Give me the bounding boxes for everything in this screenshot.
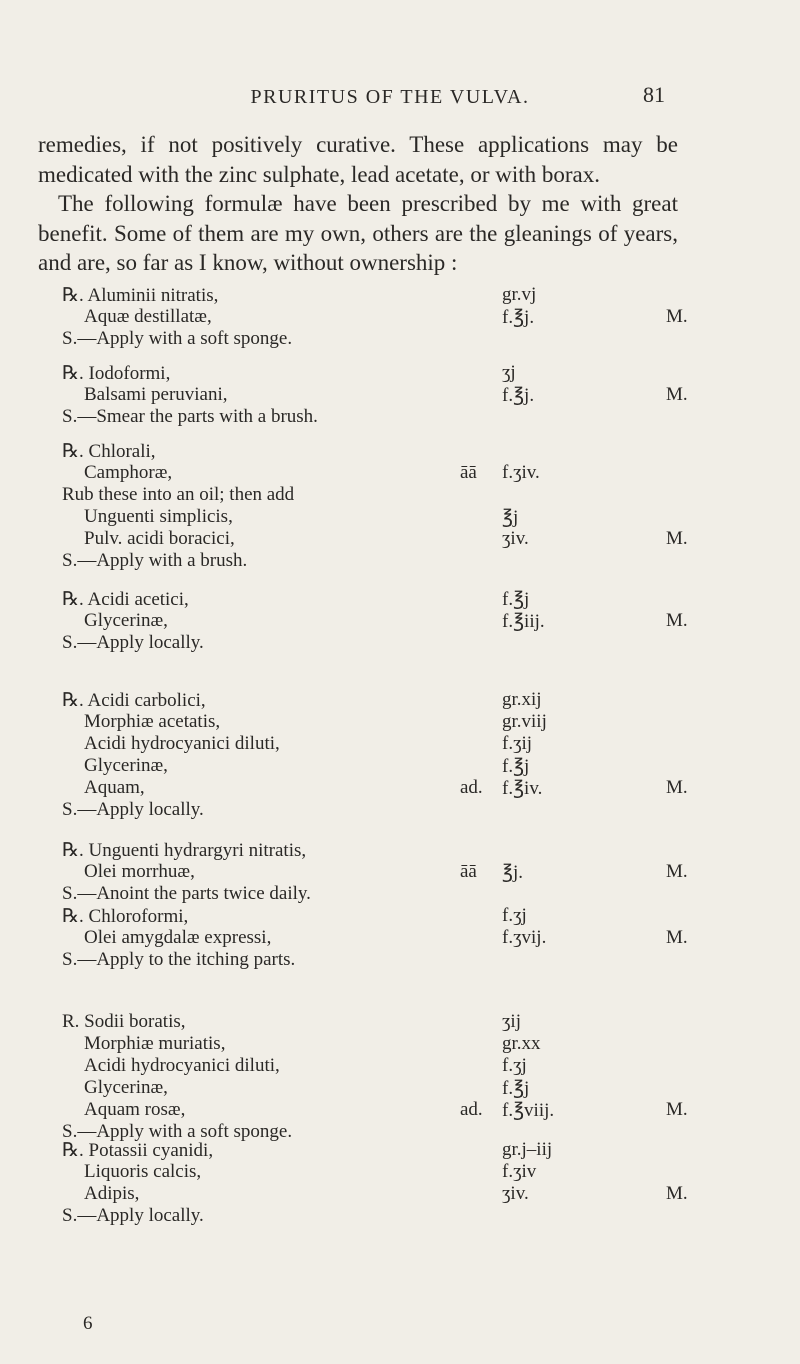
quantity: gr.viij	[502, 711, 547, 732]
ingredient: Camphoræ,	[84, 462, 173, 483]
quantity: f.℥iij.	[502, 611, 545, 632]
ingredient: ℞. Chloroformi,	[62, 906, 189, 927]
ingredient: Liquoris calcis,	[84, 1161, 202, 1182]
prescription-line	[0, 777, 800, 799]
quantity: f.ʒj	[502, 905, 527, 926]
ingredient: Acidi hydrocyanici diluti,	[84, 733, 280, 754]
quantity: ʒj	[502, 362, 516, 383]
quantity: ʒiv.	[502, 1183, 529, 1204]
prescription-line	[0, 328, 800, 350]
prescription	[0, 1011, 800, 1143]
prescription-line	[0, 506, 800, 528]
ingredient: ℞. Potassii cyanidi,	[62, 1140, 214, 1161]
prescription	[0, 689, 800, 821]
ingredient: Rub these into an oil; then add	[62, 484, 295, 505]
directions: S.—Apply with a soft sponge.	[62, 328, 293, 349]
ingredient: ℞. Unguenti hydrargyri nitratis,	[62, 840, 307, 861]
ingredient: Aquæ destillatæ,	[84, 306, 212, 327]
prescription	[0, 440, 800, 572]
quantity: f.℥viij.	[502, 1100, 555, 1121]
ingredient: ℞. Acidi carbolici,	[62, 690, 206, 711]
prescription	[0, 362, 800, 428]
ingredient: ℞. Aluminii nitratis,	[62, 285, 219, 306]
misce-mark: M.	[666, 1099, 688, 1120]
prescription-line	[0, 949, 800, 971]
prescription-line	[0, 711, 800, 733]
prescription-line	[0, 1077, 800, 1099]
prescription-line	[0, 1033, 800, 1055]
directions: S.—Anoint the parts twice daily.	[62, 883, 311, 904]
signature-mark: 6	[83, 1313, 93, 1334]
prescription-line	[0, 550, 800, 572]
misce-mark: M.	[666, 610, 688, 631]
ingredient: Pulv. acidi boracici,	[84, 528, 235, 549]
directions: S.—Apply locally.	[62, 632, 204, 653]
quantity: gr.j–iij	[502, 1139, 553, 1160]
ingredient: Aquam rosæ,	[84, 1099, 186, 1120]
quantity: f.℥j	[502, 589, 530, 610]
quantity: f.℥j	[502, 756, 530, 777]
quantity: f.ʒj	[502, 1055, 527, 1076]
quantity: f.ʒij	[502, 733, 533, 754]
prescription-line	[0, 1139, 800, 1161]
body-text	[38, 130, 678, 278]
ingredient: R. Sodii boratis,	[62, 1011, 186, 1032]
paragraph: The following formulæ have been prescribed by me with great benefit. Some of them are my own, others are the gleanings of years, and are, so far as I know, without ownership :	[38, 191, 678, 275]
prescription-line	[0, 484, 800, 506]
misce-mark: M.	[666, 306, 688, 327]
prescription-line	[0, 927, 800, 949]
quantity: f.℥j.	[502, 385, 535, 406]
prescription-line	[0, 632, 800, 654]
quantity: ʒiv.	[502, 528, 529, 549]
prescription-line	[0, 306, 800, 328]
prescription-line	[0, 588, 800, 610]
quantity: gr.xij	[502, 689, 542, 710]
ingredient: Balsami peruviani,	[84, 384, 228, 405]
prescription	[0, 839, 800, 971]
ingredient: ℞. Chlorali,	[62, 441, 156, 462]
prescription-line	[0, 905, 800, 927]
ana-mark: ad.	[460, 1099, 483, 1120]
ingredient: Morphiæ acetatis,	[84, 711, 221, 732]
prescription-line	[0, 883, 800, 905]
ingredient: Glycerinæ,	[84, 610, 168, 631]
ana-mark: ad.	[460, 777, 483, 798]
quantity: f.℥j.	[502, 307, 535, 328]
quantity: f.℥j	[502, 1078, 530, 1099]
quantity: f.ʒiv.	[502, 462, 540, 483]
ingredient: Acidi hydrocyanici diluti,	[84, 1055, 280, 1076]
directions: S.—Smear the parts with a brush.	[62, 406, 318, 427]
paragraph: remedies, if not positively curative. These applications may be medicated with the zinc sulphate, lead acetate, or with borax.	[38, 132, 678, 187]
prescription-line	[0, 528, 800, 550]
misce-mark: M.	[666, 1183, 688, 1204]
quantity: ʒij	[502, 1011, 521, 1032]
prescription-line	[0, 384, 800, 406]
prescription	[0, 1139, 800, 1227]
ingredient: ℞. Iodoformi,	[62, 363, 171, 384]
ingredient: Olei morrhuæ,	[84, 861, 195, 882]
prescription-line	[0, 689, 800, 711]
prescription-line	[0, 755, 800, 777]
prescription-line	[0, 733, 800, 755]
ingredient: Glycerinæ,	[84, 755, 168, 776]
directions: S.—Apply locally.	[62, 799, 204, 820]
ingredient: ℞. Acidi acetici,	[62, 589, 189, 610]
directions: S.—Apply with a brush.	[62, 550, 248, 571]
prescription	[0, 284, 800, 350]
quantity: ℥j.	[502, 862, 524, 883]
misce-mark: M.	[666, 777, 688, 798]
prescription-line	[0, 1011, 800, 1033]
prescription-line	[0, 1183, 800, 1205]
quantity: f.ʒvij.	[502, 927, 547, 948]
running-title: PRURITUS OF THE VULVA.	[250, 86, 530, 108]
ingredient: Morphiæ muriatis,	[84, 1033, 226, 1054]
quantity: f.℥iv.	[502, 778, 543, 799]
directions: S.—Apply to the itching parts.	[62, 949, 296, 970]
prescription-line	[0, 406, 800, 428]
prescription-line	[0, 839, 800, 861]
misce-mark: M.	[666, 528, 688, 549]
misce-mark: M.	[666, 861, 688, 882]
prescription-line	[0, 1161, 800, 1183]
prescription-line	[0, 799, 800, 821]
prescription-line	[0, 861, 800, 883]
prescription-line	[0, 284, 800, 306]
directions: S.—Apply with a soft sponge.	[62, 1121, 293, 1142]
ingredient: Aquam,	[84, 777, 145, 798]
directions: S.—Apply locally.	[62, 1205, 204, 1226]
prescription-line	[0, 1099, 800, 1121]
quantity: f.ʒiv	[502, 1161, 537, 1182]
prescription-line	[0, 462, 800, 484]
prescription-line	[0, 1205, 800, 1227]
ingredient: Olei amygdalæ expressi,	[84, 927, 272, 948]
ana-mark: āā	[460, 462, 477, 483]
prescription-line	[0, 1055, 800, 1077]
quantity: gr.xx	[502, 1033, 541, 1054]
ingredient: Adipis,	[84, 1183, 140, 1204]
quantity: ℥j	[502, 507, 519, 528]
prescription-line	[0, 610, 800, 632]
quantity: gr.vj	[502, 284, 537, 305]
ingredient: Glycerinæ,	[84, 1077, 168, 1098]
page-number: 81	[643, 82, 665, 107]
misce-mark: M.	[666, 384, 688, 405]
prescription-line	[0, 440, 800, 462]
ingredient: Unguenti simplicis,	[84, 506, 233, 527]
prescription-line	[0, 362, 800, 384]
ana-mark: āā	[460, 861, 477, 882]
prescription	[0, 588, 800, 654]
misce-mark: M.	[666, 927, 688, 948]
